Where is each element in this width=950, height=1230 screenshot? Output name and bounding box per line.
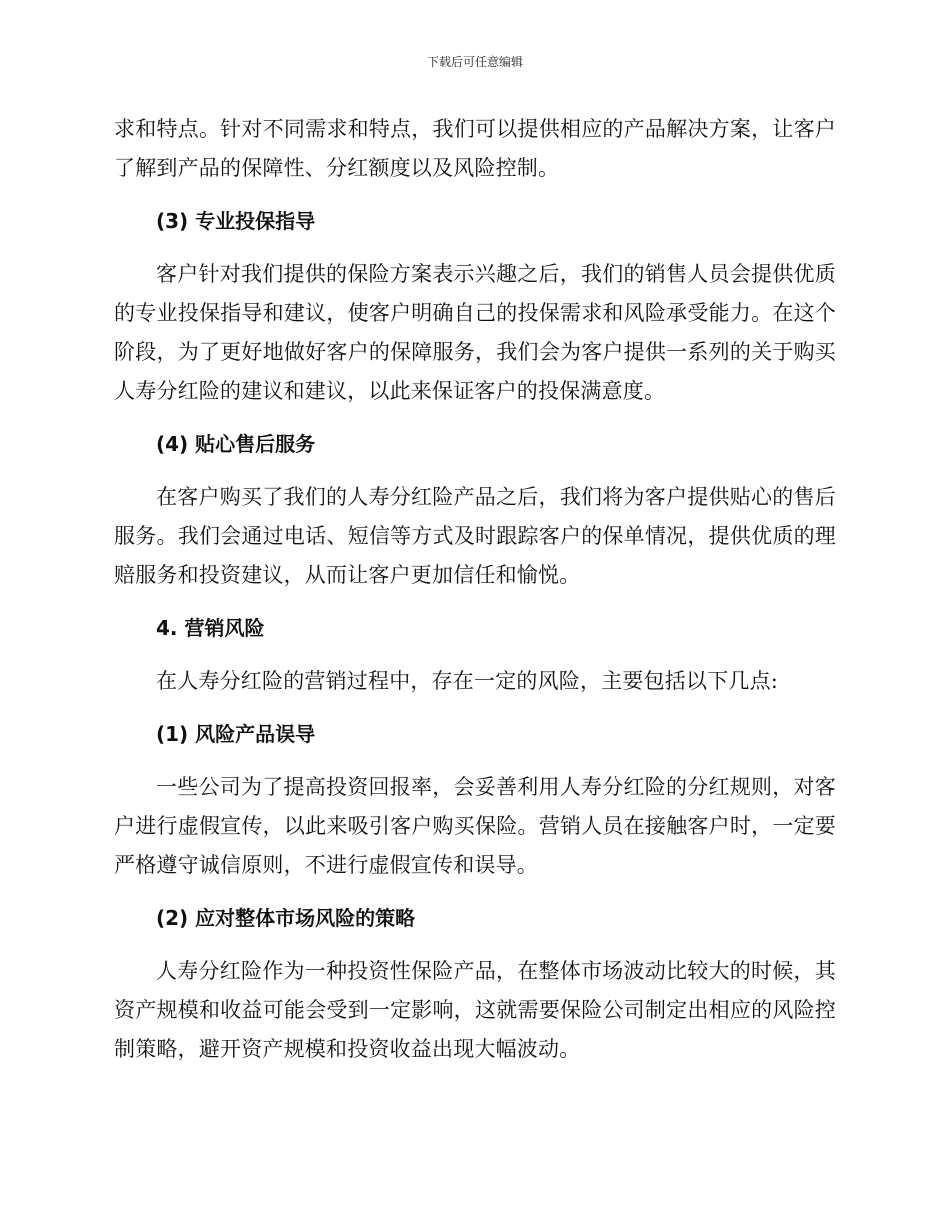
page-header: 下载后可任意编辑 — [426, 55, 523, 69]
paragraph-after-sales-service: 在客户购买了我们的人寿分红险产品之后，我们将为客户提供贴心的售后服务。我们会通过电话、短信等方式及时跟踪客户的保单情况，提供优质的理赔服务和投资建议，从而让客户更加信任和愉悦。 — [114, 485, 836, 587]
heading-market-risk-strategy: (2) 应对整体市场风险的策略 — [156, 906, 416, 930]
heading-professional-guidance: (3) 专业投保指导 — [156, 209, 316, 233]
heading-marketing-risk: 4. 营销风险 — [156, 616, 265, 640]
paragraph-intro-continuation: 求和特点。针对不同需求和特点，我们可以提供相应的产品解决方案，让客户了解到产品的保障性、分红额度以及风险控制。 — [114, 117, 836, 180]
document-body — [114, 110, 836, 1083]
heading-after-sales-service: (4) 贴心售后服务 — [156, 432, 316, 456]
paragraph-marketing-risk-intro: 在人寿分红险的营销过程中，存在一定的风险，主要包括以下几点: — [156, 669, 779, 693]
paragraph-professional-guidance: 客户针对我们提供的保险方案表示兴趣之后，我们的销售人员会提供优质的专业投保指导和建议，使客户明确自己的投保需求和风险承受能力。在这个阶段，为了更好地做好客户的保障服务，我们会为客户提供一系列的关于购买人寿分红险的建议和建议，以此来保证客户的投保满意度。 — [114, 262, 836, 403]
paragraph-market-risk-strategy: 人寿分红险作为一种投资性保险产品，在整体市场波动比较大的时候，其资产规模和收益可能会受到一定影响，这就需要保险公司制定出相应的风险控制策略，避开资产规模和投资收益出现大幅波动。 — [114, 959, 836, 1061]
paragraph-product-misleading: 一些公司为了提高投资回报率，会妥善利用人寿分红险的分红规则，对客户进行虚假宣传，以此来吸引客户购买保险。营销人员在接触客户时，一定要严格遵守诚信原则，不进行虚假宣传和误导。 — [114, 775, 836, 877]
heading-product-misleading: (1) 风险产品误导 — [156, 722, 316, 746]
